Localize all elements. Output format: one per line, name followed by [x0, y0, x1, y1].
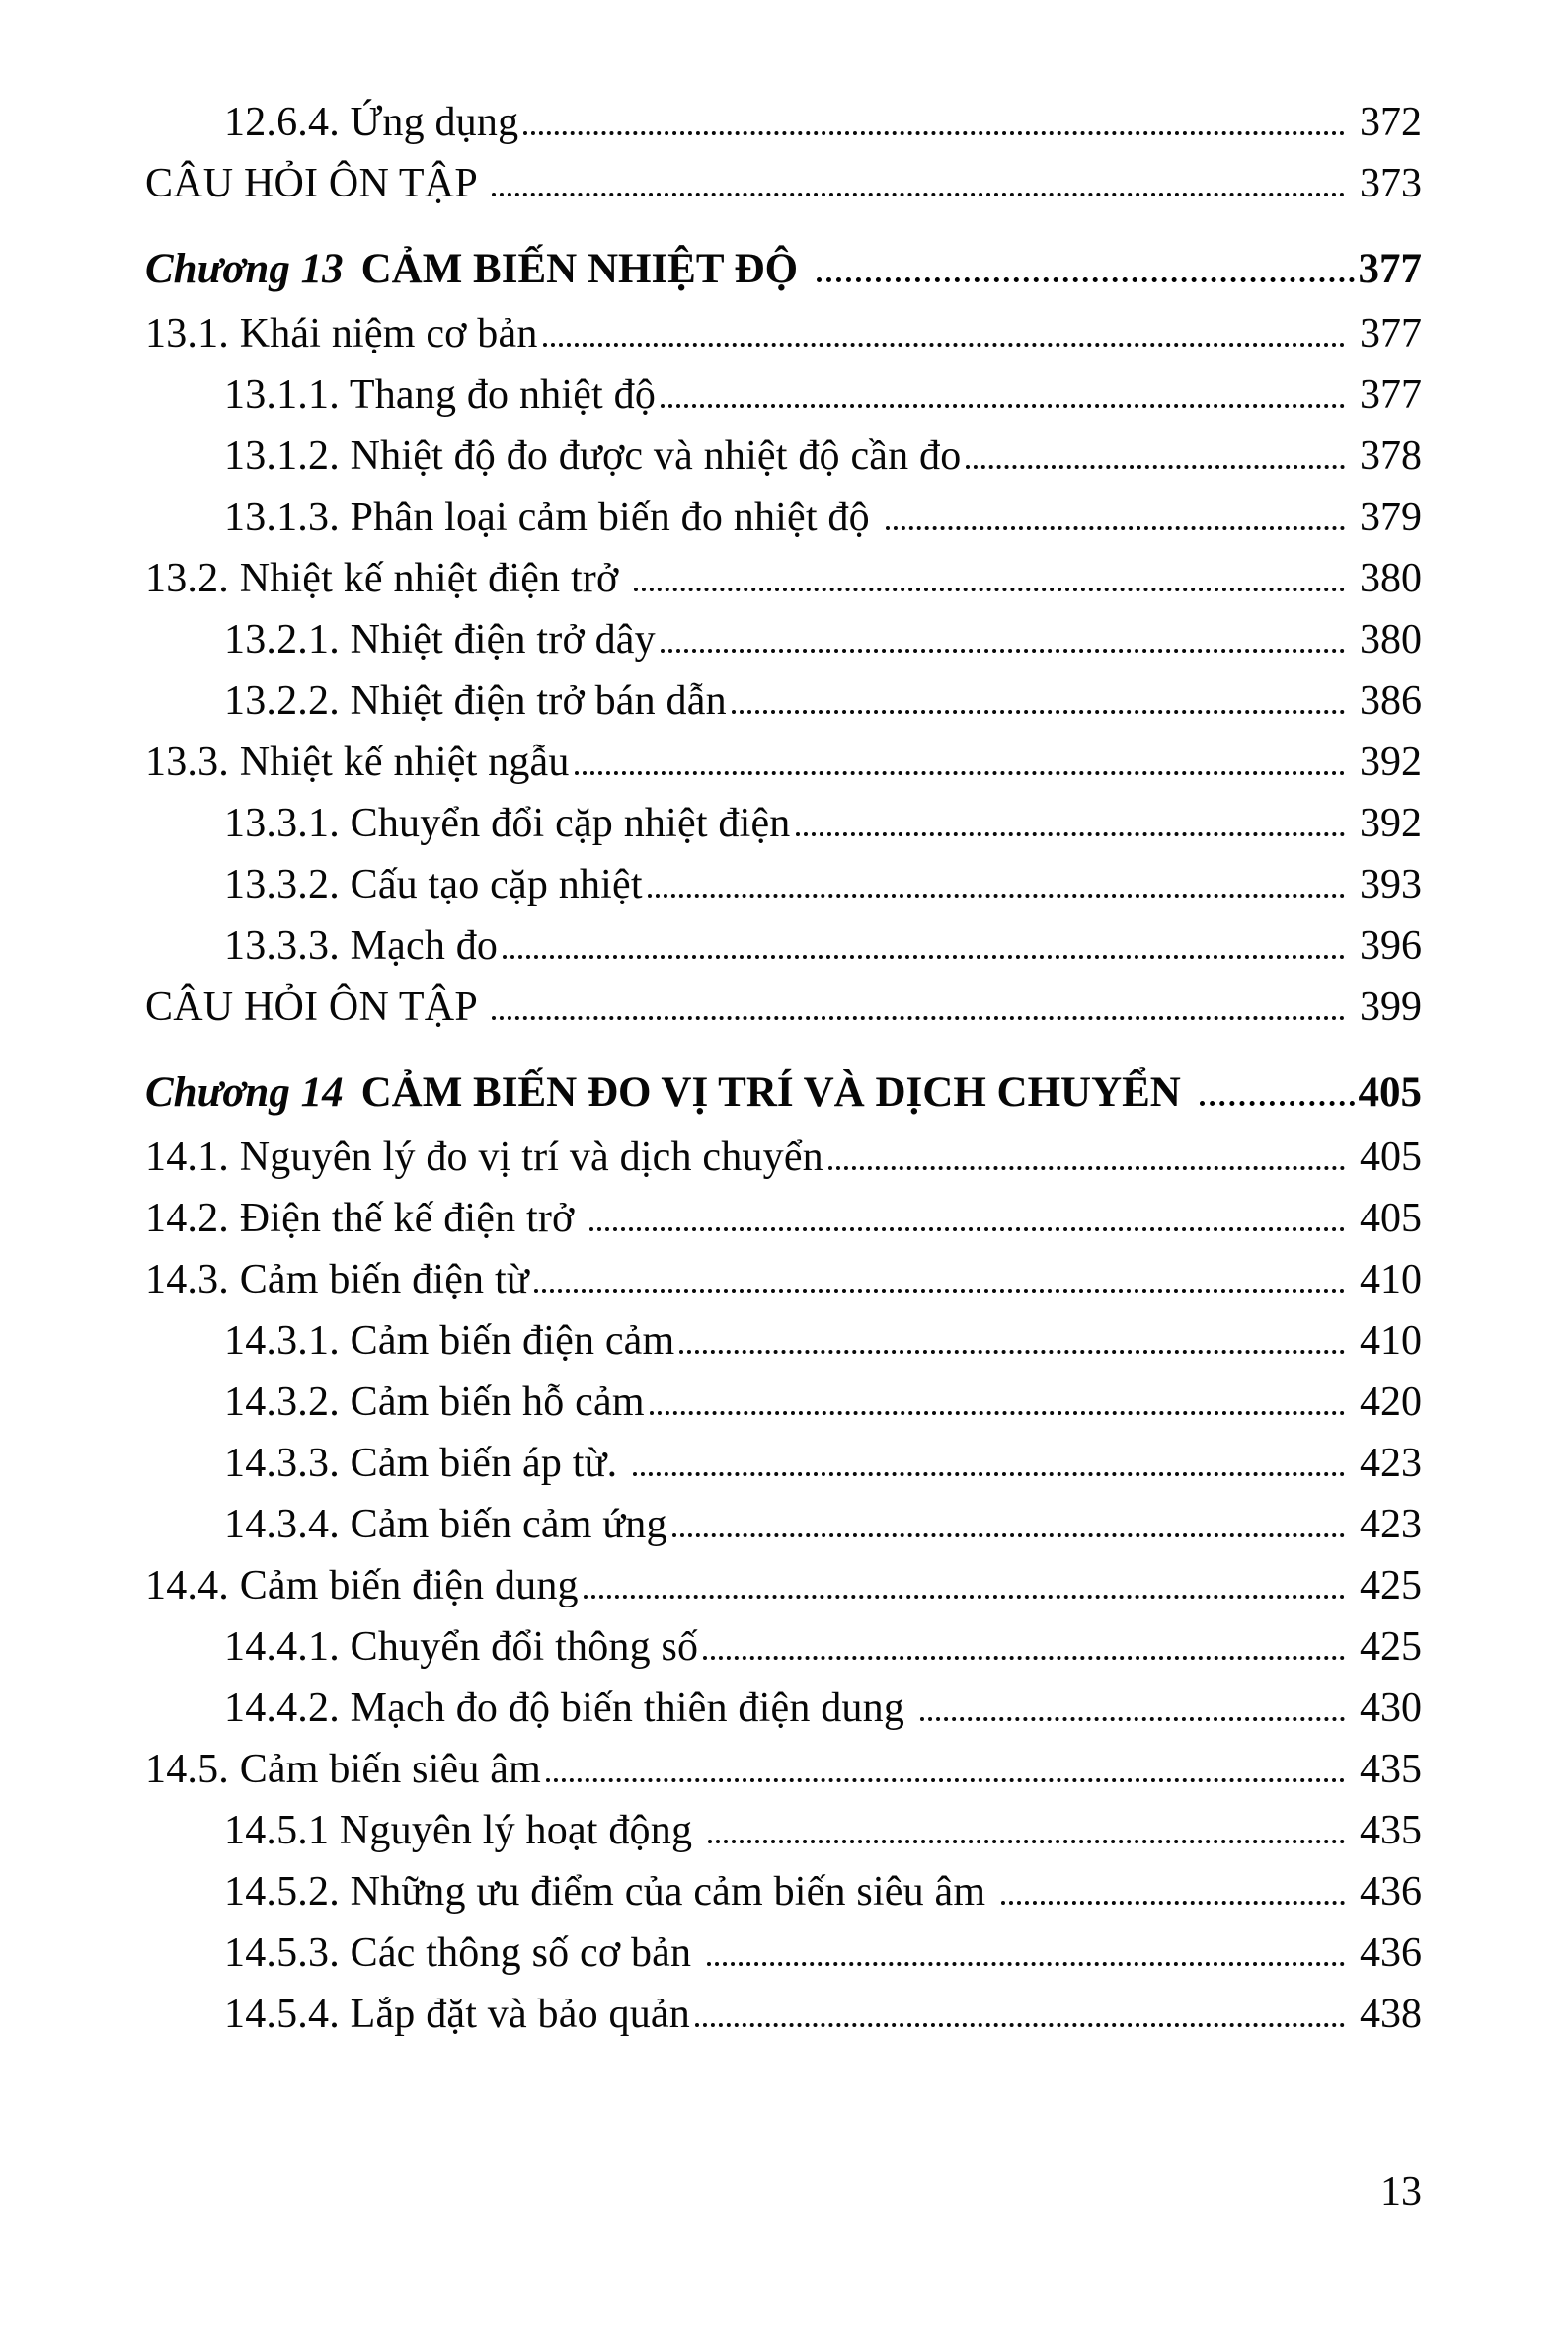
toc-entry-label: 14.5. Cảm biến siêu âm	[145, 1747, 542, 1792]
toc-entry	[145, 1562, 1422, 1623]
toc-entry-page: 435	[1360, 1747, 1422, 1792]
dot-leader	[966, 465, 1345, 469]
toc-entry-label: CÂU HỎI ÔN TẬP	[145, 161, 488, 206]
toc-entry-page: 380	[1360, 617, 1422, 663]
toc-entry-page: 436	[1360, 1930, 1422, 1976]
toc-entry	[145, 1256, 1422, 1317]
dot-leader	[817, 277, 1355, 282]
toc-entry-label: 13.1.2. Nhiệt độ đo được và nhiệt độ cần đo	[224, 433, 962, 479]
chapter-title: CẢM BIẾN NHIỆT ĐỘ	[360, 246, 809, 292]
toc-entry	[145, 800, 1422, 861]
toc-entry-page: 380	[1360, 556, 1422, 601]
toc-entry	[145, 677, 1422, 739]
toc-entry-label: 13.1. Khái niệm cơ bản	[145, 311, 538, 356]
table-of-contents	[145, 99, 1422, 2052]
toc-entry-label: 14.4. Cảm biến điện dung	[145, 1563, 579, 1608]
toc-entry	[145, 1929, 1422, 1991]
dot-leader	[584, 1595, 1345, 1599]
toc-entry	[145, 983, 1422, 1045]
toc-entry	[145, 1134, 1422, 1195]
toc-entry	[145, 1868, 1422, 1929]
dot-leader	[708, 1840, 1345, 1843]
dot-leader	[543, 343, 1345, 347]
toc-entry	[145, 1991, 1422, 2052]
dot-leader	[492, 1016, 1345, 1020]
toc-chapter-heading	[145, 1068, 1422, 1134]
toc-entry-label: 13.3.3. Mạch đo	[224, 923, 499, 969]
toc-entry-label: 13.3.2. Cấu tạo cặp nhiệt	[224, 862, 643, 907]
toc-entry	[145, 922, 1422, 983]
toc-entry	[145, 1746, 1422, 1807]
toc-entry	[145, 861, 1422, 922]
dot-leader	[492, 193, 1345, 196]
chapter-title: CẢM BIẾN ĐO VỊ TRÍ VÀ DỊCH CHUYỂN	[360, 1069, 1192, 1116]
toc-entry	[145, 99, 1422, 160]
toc-entry	[145, 1807, 1422, 1868]
toc-entry-page: 430	[1360, 1686, 1422, 1731]
toc-entry-label: CÂU HỎI ÔN TẬP	[145, 984, 488, 1030]
toc-entry-page: 435	[1360, 1808, 1422, 1853]
toc-entry-page: 405	[1358, 1069, 1422, 1116]
toc-entry-page: 420	[1360, 1379, 1422, 1425]
dot-leader	[707, 1962, 1345, 1966]
toc-entry-page: 405	[1360, 1196, 1422, 1241]
toc-entry	[145, 1317, 1422, 1378]
toc-entry-page: 423	[1360, 1502, 1422, 1547]
toc-entry-label: 13.1.1. Thang đo nhiệt độ	[224, 372, 657, 418]
toc-entry-page: 405	[1360, 1135, 1422, 1180]
toc-entry	[145, 160, 1422, 221]
chapter-number-label: Chương 14	[145, 1069, 344, 1116]
dot-leader	[886, 526, 1345, 530]
toc-entry-label: 13.2.2. Nhiệt điện trở bán dẫn	[224, 678, 727, 724]
dot-leader	[1200, 1101, 1355, 1106]
toc-entry-page: 377	[1360, 372, 1422, 418]
dot-leader	[650, 1411, 1345, 1415]
toc-entry-label: 14.5.4. Lắp đặt và bảo quản	[224, 1992, 690, 2037]
toc-entry-page: 396	[1360, 923, 1422, 969]
toc-entry	[145, 555, 1422, 616]
toc-entry	[145, 616, 1422, 677]
toc-entry-page: 423	[1360, 1441, 1422, 1486]
toc-entry-page: 392	[1360, 740, 1422, 785]
toc-entry-page: 372	[1360, 100, 1422, 145]
toc-entry	[145, 1685, 1422, 1746]
toc-entry	[145, 310, 1422, 371]
dot-leader	[661, 404, 1345, 408]
dot-leader	[703, 1656, 1345, 1660]
toc-entry	[145, 371, 1422, 432]
toc-entry-page: 399	[1360, 984, 1422, 1030]
toc-entry-page: 393	[1360, 862, 1422, 907]
chapter-number-label: Chương 13	[145, 246, 344, 292]
toc-entry-page: 377	[1360, 311, 1422, 356]
toc-entry	[145, 494, 1422, 555]
dot-leader	[634, 588, 1345, 591]
dot-leader	[679, 1350, 1345, 1354]
toc-entry-label: 13.2. Nhiệt kế nhiệt điện trở	[145, 556, 630, 601]
page-footer-number: 13	[1380, 2169, 1422, 2215]
dot-leader	[1001, 1901, 1345, 1905]
toc-entry-label: 12.6.4. Ứng dụng	[224, 100, 519, 145]
toc-entry	[145, 739, 1422, 800]
toc-entry	[145, 1440, 1422, 1501]
dot-leader	[503, 955, 1345, 959]
toc-entry-page: 410	[1360, 1257, 1422, 1302]
dot-leader	[695, 2023, 1345, 2027]
toc-entry-page: 410	[1360, 1318, 1422, 1364]
toc-entry-label: 13.3. Nhiệt kế nhiệt ngẫu	[145, 740, 570, 785]
toc-entry-page: 436	[1360, 1869, 1422, 1915]
toc-entry-label: 14.5.1 Nguyên lý hoạt động	[224, 1808, 703, 1853]
dot-leader	[648, 894, 1345, 898]
toc-entry	[145, 1378, 1422, 1440]
toc-entry-label: 14.3.2. Cảm biến hỗ cảm	[224, 1379, 645, 1425]
dot-leader	[672, 1533, 1345, 1537]
toc-entry-label: 14.4.2. Mạch đo độ biến thiên điện dung	[224, 1686, 915, 1731]
dot-leader	[828, 1166, 1345, 1170]
toc-entry-label: 14.3.4. Cảm biến cảm ứng	[224, 1502, 667, 1547]
toc-entry-label: 14.5.2. Những ưu điểm của cảm biến siêu âm	[224, 1869, 996, 1915]
dot-leader	[661, 649, 1345, 653]
toc-entry-label: 14.2. Điện thế kế điện trở	[145, 1196, 586, 1241]
dot-leader	[589, 1227, 1345, 1231]
toc-entry-page: 386	[1360, 678, 1422, 724]
toc-entry-page: 438	[1360, 1992, 1422, 2037]
toc-entry	[145, 1195, 1422, 1256]
toc-entry-page: 425	[1360, 1624, 1422, 1670]
toc-entry-page: 377	[1358, 246, 1422, 292]
toc-entry-label: 14.4.1. Chuyển đổi thông số	[224, 1624, 699, 1670]
dot-leader	[523, 131, 1345, 135]
toc-entry-page: 378	[1360, 433, 1422, 479]
toc-entry-label: 14.3.1. Cảm biến điện cảm	[224, 1318, 675, 1364]
dot-leader	[920, 1717, 1345, 1721]
toc-entry	[145, 432, 1422, 494]
dot-leader	[534, 1289, 1345, 1293]
toc-entry-label: 13.1.3. Phân loại cảm biến đo nhiệt độ	[224, 495, 881, 540]
toc-entry	[145, 1623, 1422, 1685]
dot-leader	[546, 1778, 1345, 1782]
toc-entry-page: 392	[1360, 801, 1422, 846]
toc-entry-page: 379	[1360, 495, 1422, 540]
toc-entry-label: 13.3.1. Chuyển đổi cặp nhiệt điện	[224, 801, 791, 846]
dot-leader	[633, 1472, 1345, 1476]
toc-entry-label: 13.2.1. Nhiệt điện trở dây	[224, 617, 656, 663]
toc-entry-label: 14.5.3. Các thông số cơ bản	[224, 1930, 702, 1976]
toc-entry-label: 14.3.3. Cảm biến áp từ.	[224, 1441, 629, 1486]
toc-entry-label: 14.1. Nguyên lý đo vị trí và dịch chuyển	[145, 1135, 823, 1180]
dot-leader	[732, 710, 1345, 714]
toc-chapter-heading	[145, 245, 1422, 310]
toc-entry	[145, 1501, 1422, 1562]
toc-entry-page: 425	[1360, 1563, 1422, 1608]
toc-entry-label: 14.3. Cảm biến điện từ	[145, 1257, 529, 1302]
dot-leader	[796, 832, 1346, 836]
toc-entry-page: 373	[1360, 161, 1422, 206]
dot-leader	[575, 771, 1345, 775]
